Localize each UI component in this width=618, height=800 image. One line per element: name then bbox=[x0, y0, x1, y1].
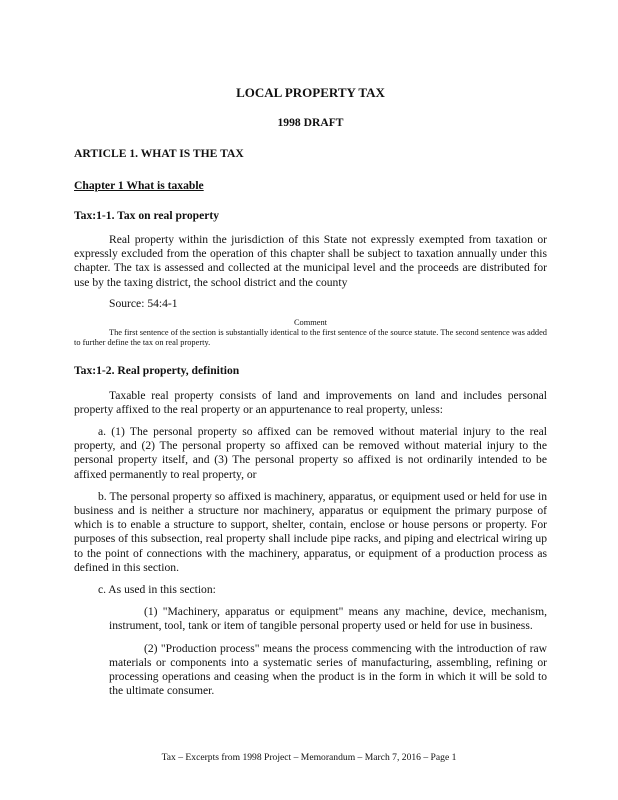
section-heading-1-2: Tax:1-2. Real property, definition bbox=[74, 364, 240, 378]
comment-title: Comment bbox=[293, 318, 328, 328]
article-heading: ARTICLE 1. WHAT IS THE TAX bbox=[74, 147, 244, 161]
comment-body: The first sentence of the section is substantially identical to the first sentence of the source statute. The second sentence was added to further define the tax on real property. bbox=[74, 328, 547, 348]
document-title: LOCAL PROPERTY TAX bbox=[236, 85, 385, 100]
section-1-2-item-c: c. As used in this section: bbox=[98, 583, 216, 597]
section-1-1-paragraph: Real property within the jurisdiction of this State not expressly exempted from taxation or expressly excluded from the operation of this chapter shall be subject to taxation annually under this chapter. The tax is assessed and collected at the municipal level and the proceeds are distributed for use by the taxing district, the school district and the county bbox=[74, 233, 547, 289]
section-1-1-source: Source: 54:4-1 bbox=[109, 296, 178, 310]
definition-production-process: (2) "Production process" means the process commencing with the introduction of raw materials or components into a systematic series of manufacturing, assembling, refining or processing operations and ceasing when the product is in the form in which it will be sold to the ultimate consumer. bbox=[109, 641, 547, 698]
definitions-block bbox=[109, 605, 547, 698]
document-body bbox=[74, 86, 547, 699]
definition-machinery: (1) "Machinery, apparatus or equipment" means any machine, device, mechanism, instrument, tool, tank or item of tangible personal property used or held for use in business. bbox=[109, 605, 547, 633]
page-footer: Tax – Excerpts from 1998 Project – Memorandum – March 7, 2016 – Page 1 bbox=[161, 752, 457, 763]
section-1-2-intro: Taxable real property consists of land and improvements on land and includes personal property affixed to the real property or an appurtenance to real property, unless: bbox=[74, 388, 547, 416]
section-heading-1-1: Tax:1-1. Tax on real property bbox=[74, 208, 220, 222]
section-1-2-item-a: a. (1) The personal property so affixed can be removed without material injury to the real property, and (2) The personal property so affixed can be removed without material injury to the personal property itself, and (3) The personal property so affixed is not ordinarily intended to be affixed permanently to real property, or bbox=[74, 425, 547, 481]
document-subtitle: 1998 DRAFT bbox=[277, 116, 344, 130]
section-1-2-item-b: b. The personal property so affixed is machinery, apparatus, or equipment used or held for use in business and is neither a structure nor machinery, apparatus or equipment the primary purpose of which is to enable a structure to support, shelter, contain, enclose or house persons or property. For purposes of this subsection, real property shall include pipe racks, and piping and electrical wiring up to the point of connections with the machinery, apparatus, or equipment of a production process as defined in this section. bbox=[74, 489, 547, 574]
chapter-heading: Chapter 1 What is taxable bbox=[74, 178, 204, 192]
